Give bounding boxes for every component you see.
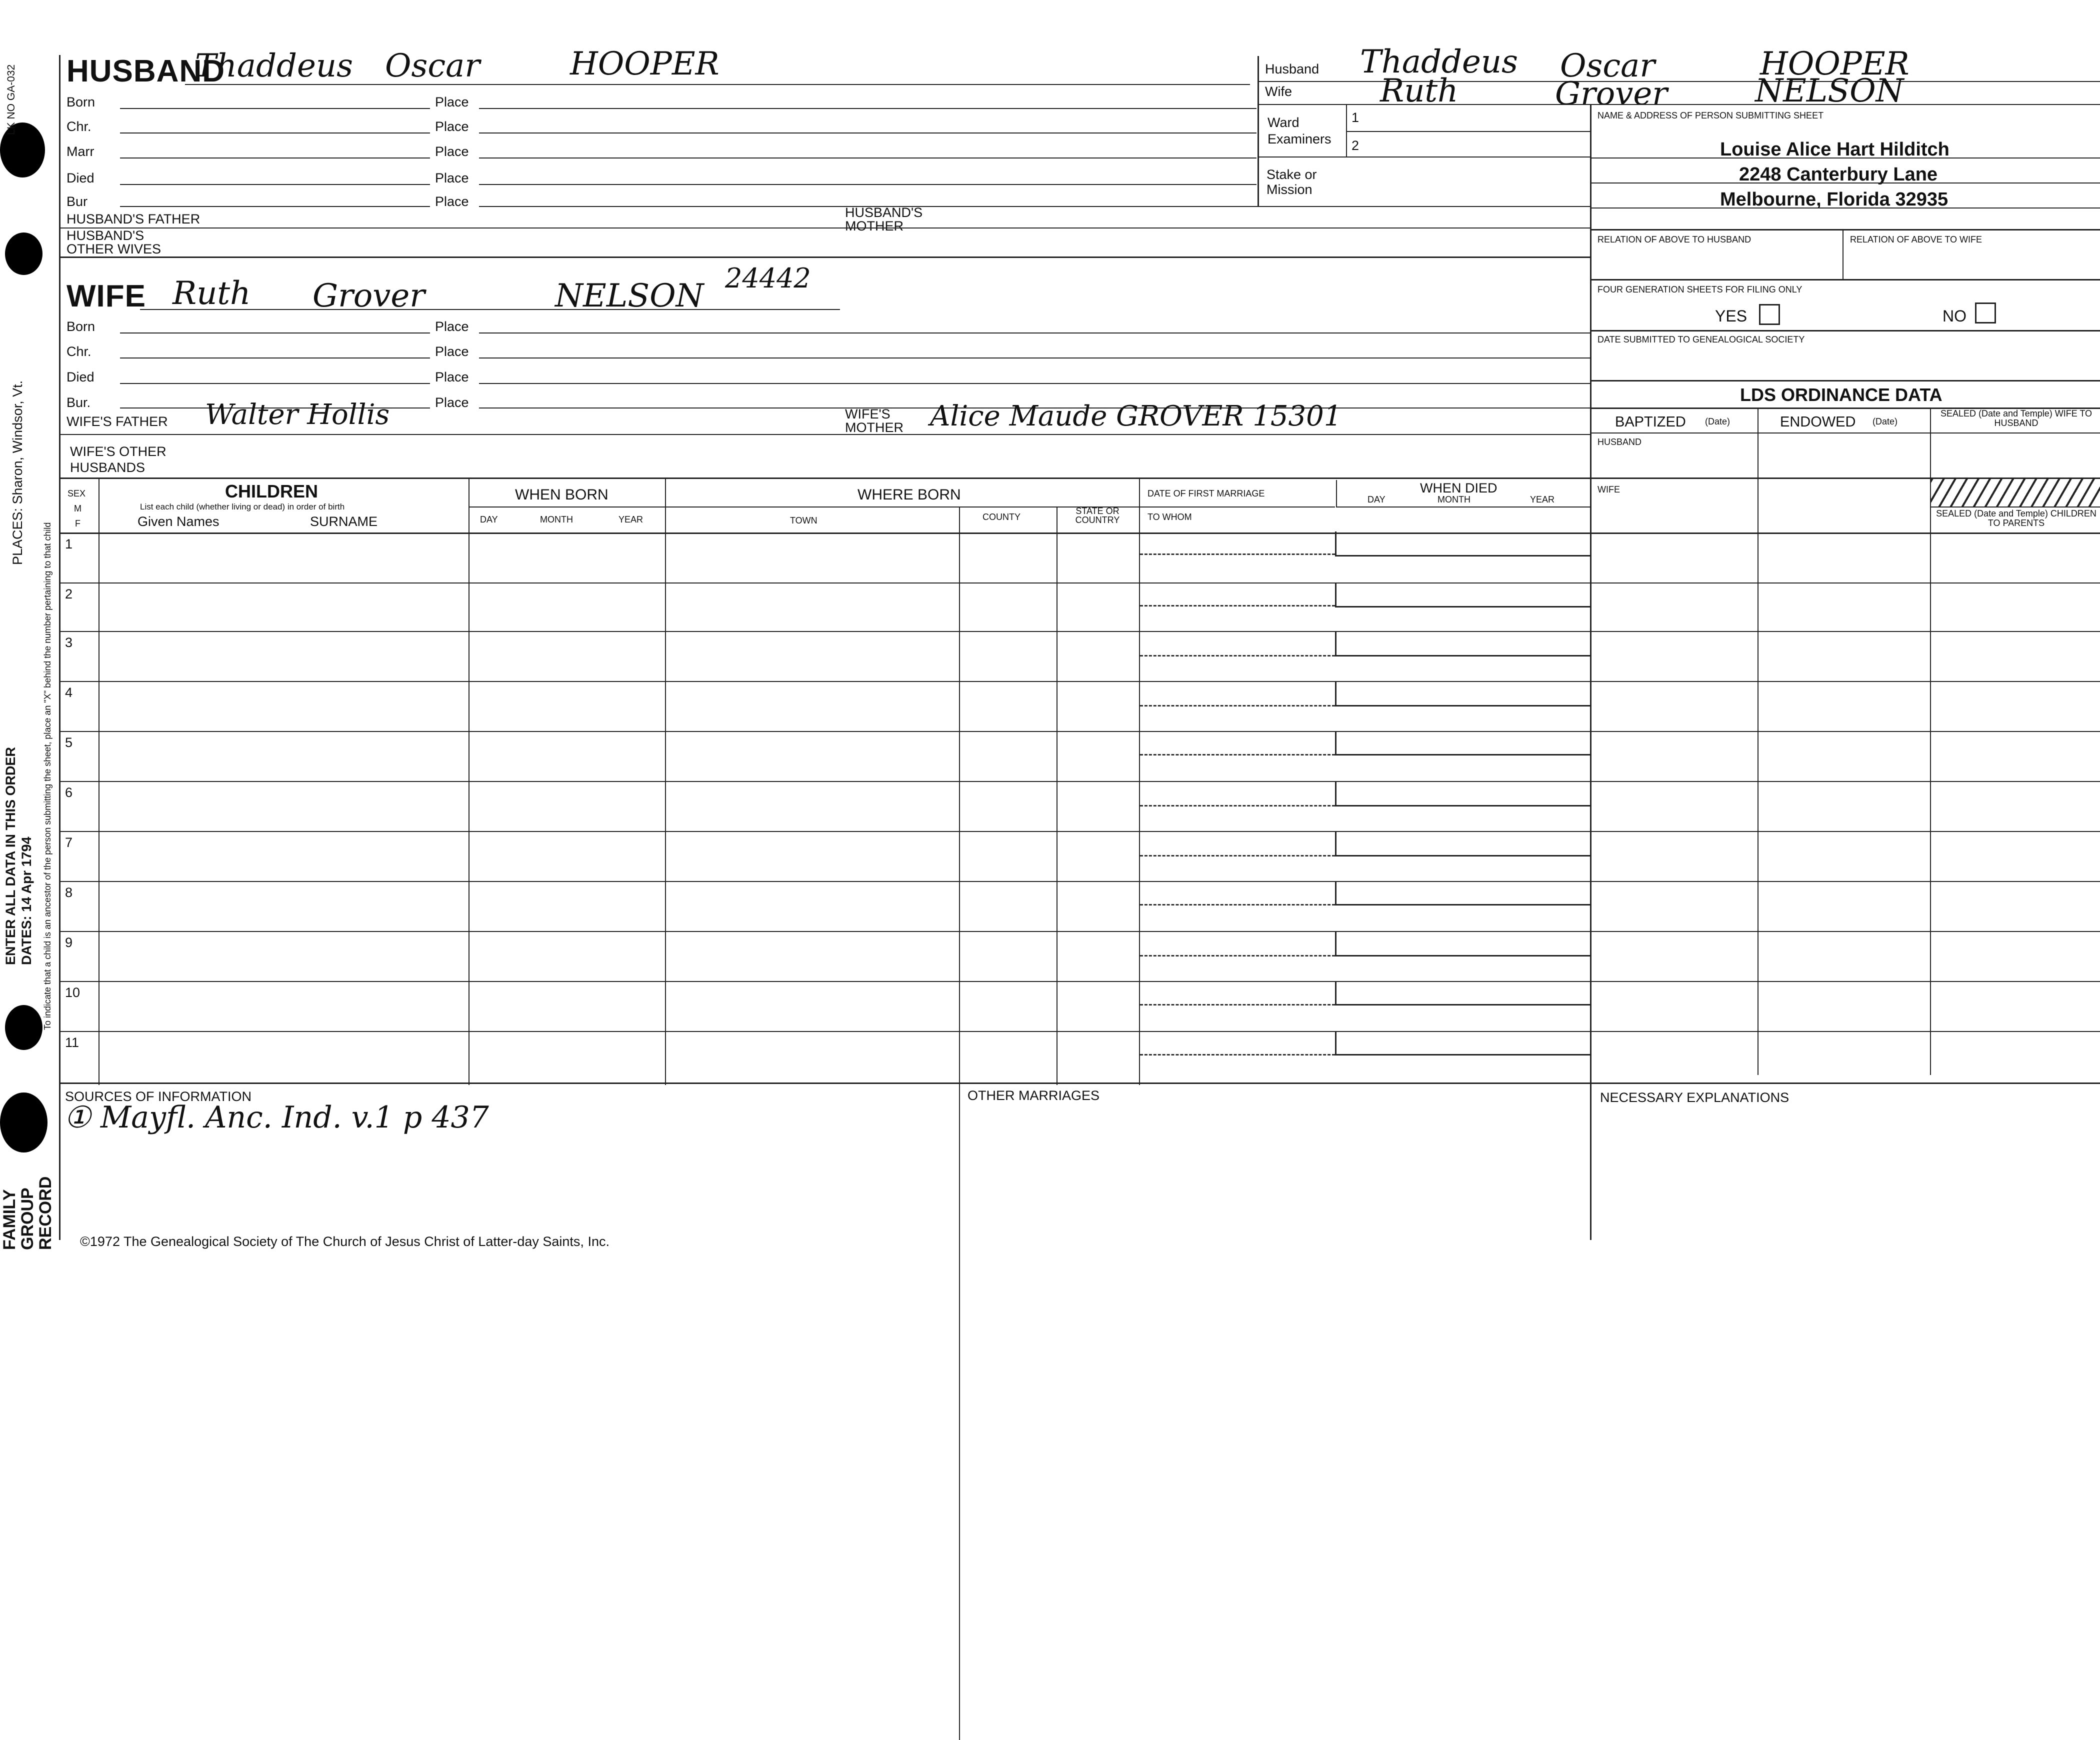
lds-wife-label: WIFE — [1598, 484, 1620, 494]
wife-chr-place-label: Place — [435, 344, 469, 359]
died-bracket-base — [1335, 805, 1590, 806]
died-bracket-base — [1335, 855, 1590, 856]
examiners-label: Examiners — [1268, 132, 1332, 146]
died-bracket — [1335, 881, 1336, 905]
husband-died-line — [120, 184, 430, 185]
tr-husband-label: Husband — [1265, 62, 1320, 76]
wife-mother-label: WIFE'S MOTHER — [845, 406, 904, 435]
wife-died-line — [120, 383, 430, 384]
husband-other-wives-label: HUSBAND'S OTHER WIVES — [66, 228, 162, 256]
lds-title: LDS ORDINANCE DATA — [1740, 384, 1942, 405]
tr-wife-surname: NELSON — [1755, 72, 1904, 110]
wife-bur-place-label: Place — [435, 395, 469, 410]
relation-husband-label: RELATION OF ABOVE TO HUSBAND — [1598, 234, 1752, 244]
husband-marr-label: Marr — [66, 144, 94, 159]
died-bracket-base — [1335, 754, 1590, 756]
town-header: TOWN — [790, 516, 818, 526]
wife-died-label: Died — [66, 370, 94, 384]
family-label: FAMILY — [0, 1189, 19, 1250]
year-header: YEAR — [618, 514, 644, 524]
child-number: 5 — [65, 735, 73, 750]
punch-hole — [5, 232, 42, 275]
child-number: 9 — [65, 935, 73, 950]
husband-died-label: Died — [66, 170, 94, 186]
died-bracket-base — [1335, 606, 1590, 608]
row-line — [60, 781, 2100, 782]
four-gen-bottom — [1590, 330, 2100, 332]
wife-born-place-line — [479, 332, 1590, 334]
wife-died-place-line — [479, 383, 1590, 384]
wife-born-place-label: Place — [435, 319, 469, 334]
wife-born-line — [120, 332, 430, 334]
children-instruction: List each child (whether living or dead) in order of birth — [140, 502, 345, 512]
left-frame-line — [59, 55, 60, 1240]
surname-header: SURNAME — [310, 514, 378, 529]
yes-label: YES — [1715, 307, 1748, 325]
husband-born-place-line — [479, 108, 1256, 109]
places-note: PLACES: Sharon, Windsor, Vt. — [10, 380, 25, 565]
child-number: 1 — [65, 536, 73, 552]
wife-heading: WIFE — [66, 279, 146, 314]
explanations-label: NECESSARY EXPLANATIONS — [1600, 1090, 1790, 1105]
no-label: NO — [1942, 307, 1966, 325]
marriage-dash — [1140, 955, 1335, 956]
died-bracket — [1335, 781, 1336, 806]
ancestor-instruction: To indicate that a child is an ancestor of the person submitting the sheet, place an "X" behind the number pertaining to that child — [42, 522, 52, 1030]
husband-bur-label: Bur — [66, 194, 88, 209]
row-line — [60, 681, 2100, 682]
when-born-subline — [468, 506, 666, 508]
marriage-dash — [1140, 705, 1335, 706]
husband-middle-name: Oscar — [385, 48, 480, 84]
child-number: 10 — [65, 985, 80, 1000]
husband-first-name: Thaddeus — [195, 48, 353, 84]
wife-born-label: Born — [66, 319, 96, 334]
marriage-dash — [1140, 805, 1335, 806]
marriage-dash — [1140, 605, 1335, 606]
form-code: LK NO GA-032 — [6, 64, 17, 135]
ward-bottom-line — [1258, 156, 1590, 158]
wife-mother-name: Alice Maude GROVER 15301 — [930, 400, 1342, 432]
col-marriage-right — [1336, 480, 1337, 508]
died-bracket — [1335, 831, 1336, 856]
died-bracket-base — [1335, 655, 1590, 656]
lds-endowed-date: (Date) — [1872, 416, 1898, 426]
tr-husband-first: Thaddeus — [1360, 44, 1518, 80]
relation-wife-label: RELATION OF ABOVE TO WIFE — [1850, 234, 1982, 244]
husband-born-place-label: Place — [435, 94, 469, 110]
tr-husband-middle: Oscar — [1560, 48, 1655, 84]
tr-wife-first: Ruth — [1380, 72, 1458, 110]
relation-bottom — [1590, 279, 2100, 280]
marriage-dash — [1140, 855, 1335, 856]
husband-surname: HOOPER — [570, 46, 720, 82]
when-died-header: WHEN DIED — [1420, 480, 1498, 496]
husband-died-place-line — [479, 184, 1256, 185]
wife-chr-label: Chr. — [66, 344, 92, 359]
examiners-divider — [1346, 104, 1347, 156]
row-line — [60, 981, 2100, 982]
wife-section-bottom — [60, 478, 2100, 479]
lds-husband-label: HUSBAND — [1598, 437, 1642, 447]
husband-born-line — [120, 108, 430, 109]
husband-bur-line — [120, 206, 430, 207]
marriage-dash — [1140, 1054, 1335, 1056]
children-table-bottom — [60, 1082, 2100, 1084]
yes-checkbox[interactable] — [1759, 304, 1780, 325]
husband-marr-place-label: Place — [435, 144, 469, 159]
marriage-dash — [1140, 754, 1335, 756]
tr-husband-surname: HOOPER — [1760, 46, 1910, 82]
day-header: DAY — [480, 514, 498, 524]
husband-bur-place-line — [479, 206, 1590, 207]
col-town-right — [959, 506, 960, 1740]
submitter-name: Louise Alice Hart Hilditch — [1720, 139, 1950, 160]
other-marriages-label: OTHER MARRIAGES — [968, 1088, 1100, 1103]
died-bracket — [1335, 731, 1336, 755]
lds-header-bottom — [1590, 432, 2100, 434]
lds-baptized-date: (Date) — [1705, 416, 1730, 426]
husband-section-bottom — [60, 256, 1590, 258]
sex-header: SEX — [68, 488, 86, 498]
husband-heading: HUSBAND — [66, 54, 225, 88]
children-title: CHILDREN — [225, 481, 318, 502]
given-names-header: Given Names — [138, 514, 220, 529]
died-bracket-base — [1335, 1004, 1590, 1006]
row-line — [60, 881, 2100, 882]
sources-entry: ① Mayfl. Anc. Ind. v.1 p 437 — [64, 1100, 489, 1135]
died-bracket — [1335, 532, 1336, 556]
row-line — [60, 631, 2100, 632]
examiner-row-line — [1346, 131, 1590, 132]
ward-label: Ward — [1268, 115, 1300, 130]
punch-hole — [5, 1005, 42, 1050]
died-bracket — [1335, 631, 1336, 656]
husband-chr-place-line — [479, 132, 1256, 134]
row-line — [60, 731, 2100, 732]
husband-died-place-label: Place — [435, 170, 469, 186]
right-panel-divider — [1590, 105, 1592, 1240]
wife-first-name: Ruth — [172, 275, 251, 312]
relation-divider — [1842, 229, 1844, 279]
record-label: RECORD — [36, 1176, 55, 1250]
col-county-right — [1056, 506, 1058, 1085]
died-bracket — [1335, 931, 1336, 956]
submitter-street: 2248 Canterbury Lane — [1739, 164, 1938, 185]
wife-died-place-label: Place — [435, 370, 469, 384]
lds-baptized: BAPTIZED — [1615, 414, 1686, 430]
date-submitted-bottom — [1590, 380, 2100, 382]
husband-mother-label: HUSBAND'S MOTHER — [845, 205, 923, 234]
marriage-dash — [1140, 1004, 1335, 1006]
husband-chr-place-label: Place — [435, 119, 469, 134]
wife-other-husbands-label: WIFE'S OTHER HUSBANDS — [70, 444, 166, 475]
child-number: 11 — [65, 1035, 80, 1050]
row-line — [60, 831, 2100, 832]
child-number: 8 — [65, 885, 73, 900]
child-number: 7 — [65, 835, 73, 850]
wife-id-number: 24442 — [725, 262, 811, 294]
child-number: 3 — [65, 635, 73, 650]
lds-sealed-wife: SEALED (Date and Temple) WIFE TO HUSBAND — [1940, 408, 2092, 428]
died-bracket-base — [1335, 705, 1590, 706]
died-year-header: YEAR — [1530, 494, 1555, 504]
husband-chr-label: Chr. — [66, 119, 92, 134]
died-bracket-base — [1335, 904, 1590, 906]
wife-bur-label: Bur. — [66, 395, 91, 410]
marriage-dash — [1140, 655, 1335, 656]
husband-chr-line — [120, 132, 430, 134]
wife-middle-name: Grover — [312, 278, 425, 314]
dates-note: DATES: 14 Apr 1794 — [19, 836, 34, 965]
sex-f: F — [75, 518, 80, 528]
died-bracket-base — [1335, 555, 1590, 556]
child-number: 6 — [65, 785, 73, 800]
stake-label: Stake or Mission — [1266, 167, 1317, 197]
died-bracket — [1335, 582, 1336, 606]
child-number: 4 — [65, 685, 73, 700]
wife-parents-line — [60, 434, 1590, 435]
husband-born-label: Born — [66, 94, 96, 110]
husband-father-label: HUSBAND'S FATHER — [66, 212, 200, 226]
examiner-number-1: 1 — [1352, 110, 1360, 125]
died-day-header: DAY — [1368, 494, 1386, 504]
row-line — [60, 1031, 2100, 1032]
died-bracket — [1335, 1031, 1336, 1055]
tr-wife-line — [1258, 104, 2100, 105]
tr-wife-middle: Grover — [1555, 76, 1668, 112]
wife-father-label: WIFE'S FATHER — [66, 414, 168, 429]
punch-hole — [0, 1092, 48, 1152]
where-born-header: WHERE BORN — [858, 486, 961, 503]
sealed-hatch-area — [1931, 479, 2100, 506]
lds-sealed-children: SEALED (Date and Temple) CHILDREN TO PARENTS — [1936, 508, 2096, 528]
first-marriage-subline — [1139, 506, 1335, 508]
died-bracket — [1335, 981, 1336, 1005]
enter-data-note: ENTER ALL DATA IN THIS ORDER — [3, 747, 18, 965]
no-checkbox[interactable] — [1975, 302, 1996, 324]
lds-hatch-bottom — [1930, 506, 2100, 508]
top-right-box-left — [1258, 56, 1259, 206]
four-gen-label: FOUR GENERATION SHEETS FOR FILING ONLY — [1598, 284, 1802, 294]
husband-bur-place-label: Place — [435, 194, 469, 209]
when-born-header: WHEN BORN — [515, 486, 608, 503]
wife-father-name: Walter Hollis — [205, 398, 390, 431]
month-header: MONTH — [540, 514, 573, 524]
copyright-notice: ©1972 The Genealogical Society of The Church of Jesus Christ of Latter-day Saints, Inc. — [80, 1234, 610, 1249]
group-label: GROUP — [18, 1188, 37, 1250]
row-line — [60, 931, 2100, 932]
wife-surname: NELSON — [555, 278, 704, 314]
submitter-bottom — [1590, 229, 2100, 230]
state-header: STATE OR COUNTRY — [1075, 506, 1120, 525]
row-line — [60, 582, 2100, 584]
submitter-city: Melbourne, Florida 32935 — [1720, 189, 1948, 210]
to-whom-header: TO WHOM — [1148, 512, 1192, 522]
sources-label: SOURCES OF INFORMATION — [65, 1089, 252, 1104]
examiner-number-2: 2 — [1352, 138, 1360, 153]
date-submitted-label: DATE SUBMITTED TO GENEALOGICAL SOCIETY — [1598, 334, 1805, 344]
died-bracket-base — [1335, 1054, 1590, 1056]
died-month-header: MONTH — [1438, 494, 1470, 504]
died-bracket — [1335, 681, 1336, 706]
sex-m: M — [74, 504, 82, 514]
first-marriage-header: DATE OF FIRST MARRIAGE — [1148, 488, 1265, 498]
children-header-bottom — [60, 532, 2100, 534]
submitter-line-2 — [1590, 182, 2100, 184]
marriage-dash — [1140, 904, 1335, 906]
died-header-line — [1336, 506, 1590, 508]
submitter-label: NAME & ADDRESS OF PERSON SUBMITTING SHEET — [1598, 110, 1824, 120]
lds-endowed: ENDOWED — [1780, 414, 1856, 430]
died-bracket-base — [1335, 955, 1590, 956]
child-number: 2 — [65, 586, 73, 602]
tr-wife-label: Wife — [1265, 84, 1292, 99]
marriage-dash — [1140, 554, 1335, 555]
lds-col-divider-2 — [1930, 408, 1931, 1075]
county-header: COUNTY — [982, 512, 1020, 522]
